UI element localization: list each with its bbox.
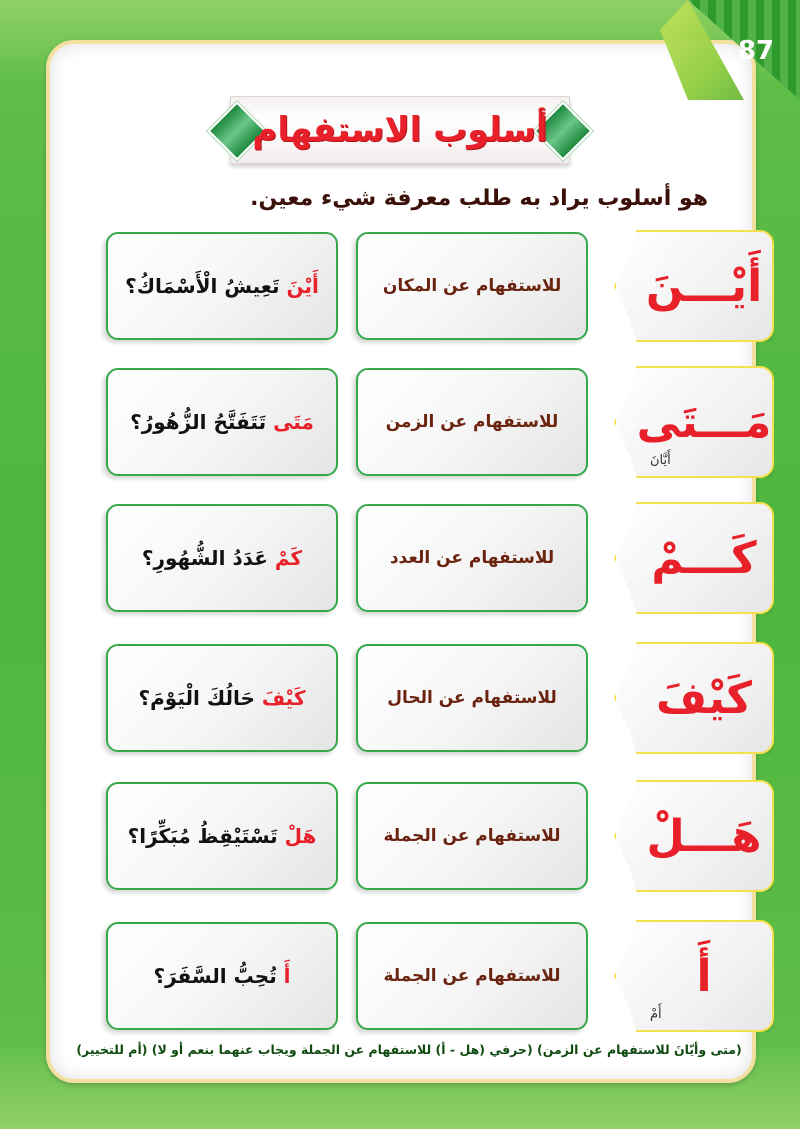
tool-word: كَـــمْ bbox=[651, 532, 757, 584]
example-card bbox=[106, 368, 338, 476]
example-rest: تَعِيشُ الْأَسْمَاكُ؟ bbox=[125, 274, 280, 298]
example-sentence bbox=[139, 686, 306, 710]
example-sentence bbox=[153, 964, 290, 988]
tool-word-card bbox=[614, 366, 774, 478]
page-number: 87 bbox=[737, 36, 774, 66]
tool-word-card bbox=[614, 642, 774, 754]
example-card bbox=[106, 782, 338, 890]
purpose-card bbox=[356, 782, 588, 890]
question-row-kayfa bbox=[64, 642, 774, 754]
tool-word: مَـــتَى bbox=[636, 396, 772, 448]
example-card bbox=[106, 504, 338, 612]
example-rest: عَدَدُ الشُّهُورِ؟ bbox=[141, 546, 268, 570]
question-row-hamza bbox=[64, 920, 774, 1032]
example-card bbox=[106, 232, 338, 340]
question-row-mata bbox=[64, 366, 774, 478]
tool-word: أَ bbox=[696, 950, 712, 1002]
purpose-text: للاستفهام عن الحال bbox=[387, 688, 557, 708]
example-rest: تُحِبُّ السَّفَرَ؟ bbox=[153, 964, 277, 988]
tool-word-card bbox=[614, 502, 774, 614]
example-sentence bbox=[125, 274, 319, 298]
tool-word-card bbox=[614, 780, 774, 892]
purpose-text: للاستفهام عن العدد bbox=[389, 548, 555, 568]
example-tool-word: أَيْنَ bbox=[286, 274, 319, 298]
tool-word-card bbox=[614, 230, 774, 342]
example-tool-word: هَلْ bbox=[284, 824, 317, 848]
purpose-text: للاستفهام عن الجملة bbox=[383, 966, 561, 986]
title-banner bbox=[212, 90, 588, 170]
question-row-kam bbox=[64, 502, 774, 614]
tool-word: أَيْـــنَ bbox=[645, 260, 763, 312]
purpose-card bbox=[356, 232, 588, 340]
example-card bbox=[106, 644, 338, 752]
purpose-card bbox=[356, 644, 588, 752]
example-sentence bbox=[130, 410, 314, 434]
example-tool-word: كَمْ bbox=[274, 546, 303, 570]
tool-alt-word: أَيَّانَ bbox=[650, 453, 671, 468]
page-title: أسلوب الاستفهام bbox=[252, 110, 548, 150]
example-sentence bbox=[142, 546, 302, 570]
tool-word-card bbox=[614, 920, 774, 1032]
question-row-hal bbox=[64, 780, 774, 892]
question-row-ayna bbox=[64, 230, 774, 342]
purpose-text: للاستفهام عن الزمن bbox=[385, 412, 559, 432]
purpose-card bbox=[356, 504, 588, 612]
example-tool-word: مَتَى bbox=[273, 410, 314, 434]
purpose-text: للاستفهام عن الجملة bbox=[383, 826, 561, 846]
example-rest: تَسْتَيْقِظُ مُبَكِّرًا؟ bbox=[127, 824, 278, 848]
purpose-text: للاستفهام عن المكان bbox=[382, 276, 562, 296]
purpose-card bbox=[356, 368, 588, 476]
example-rest: حَالُكَ الْيَوْمَ؟ bbox=[138, 686, 255, 710]
tool-alt-word: أَمْ bbox=[650, 1007, 662, 1022]
footer-note: (متى وأيّانَ للاستفهام عن الزمن) (حرفي (هل - أ) للاستفهام عن الجملة ويجاب عنهما بنعم أو لا) (أم للتخيير) bbox=[76, 1042, 742, 1057]
definition-text: هو أسلوب يراد به طلب معرفة شيء معين. bbox=[250, 186, 708, 211]
example-card bbox=[106, 922, 338, 1030]
example-sentence bbox=[128, 824, 317, 848]
tool-word: كَيْفَ bbox=[656, 672, 752, 724]
purpose-card bbox=[356, 922, 588, 1030]
example-tool-word: أَ bbox=[283, 964, 291, 988]
tool-word: هَـــلْ bbox=[646, 810, 762, 862]
example-rest: تَتَفَتَّحُ الزُّهُورُ؟ bbox=[130, 410, 267, 434]
example-tool-word: كَيْفَ bbox=[261, 686, 306, 710]
page-corner-curl bbox=[660, 0, 800, 100]
